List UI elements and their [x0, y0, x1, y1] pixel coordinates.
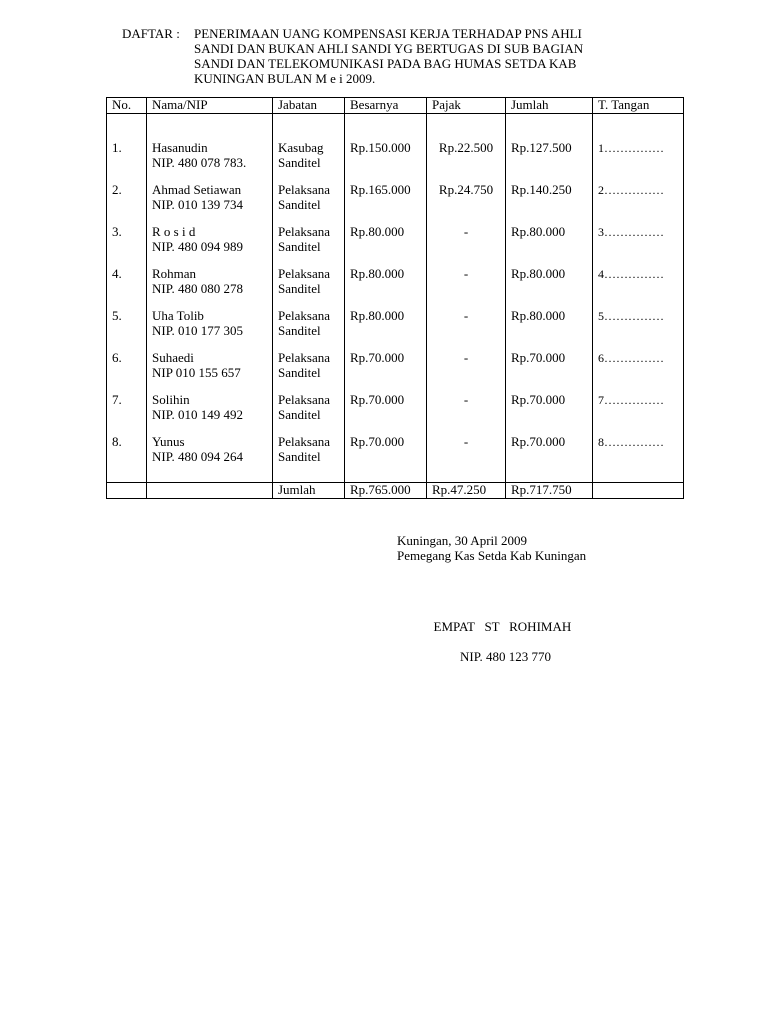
total-jumlah: Rp.717.750: [506, 483, 593, 499]
cell-jabatan: [273, 225, 345, 267]
cell-nama: [147, 183, 273, 225]
header-nama: Nama/NIP: [147, 98, 273, 114]
jabatan-line-1: Pelaksana: [278, 308, 330, 323]
cell-ttd: 7……………: [593, 393, 684, 435]
place-date: Kuningan, 30 April 2009: [397, 533, 527, 548]
cell-besarnya: Rp.80.000: [345, 267, 427, 309]
jabatan-line-2: Sanditel: [278, 364, 321, 380]
cell-ttd: 2……………: [593, 183, 684, 225]
jabatan-line-1: Pelaksana: [278, 392, 330, 407]
cell-no: 1.: [107, 141, 147, 183]
cell-nama: [147, 351, 273, 393]
person-name: Yunus: [152, 434, 185, 449]
jabatan-line-1: Pelaksana: [278, 350, 330, 365]
signature-block: [397, 533, 586, 563]
cell-jumlah: Rp.127.500: [506, 141, 593, 183]
cell-besarnya: Rp.70.000: [345, 351, 427, 393]
cell-jabatan: [273, 351, 345, 393]
cell-jumlah: Rp.80.000: [506, 309, 593, 351]
cell-nama: [147, 267, 273, 309]
cell-pajak: -: [427, 351, 506, 393]
header-jumlah: Jumlah: [506, 98, 593, 114]
jabatan-line-2: Sanditel: [278, 406, 321, 422]
total-label: Jumlah: [273, 483, 345, 499]
header-no: No.: [107, 98, 147, 114]
title-line-3: SANDI DAN TELEKOMUNIKASI PADA BAG HUMAS SETDA KAB: [194, 56, 577, 71]
total-empty-nama: [147, 483, 273, 499]
table-row: [107, 309, 684, 351]
cell-jabatan: [273, 309, 345, 351]
cell-no: 6.: [107, 351, 147, 393]
person-name: R o s i d: [152, 224, 196, 239]
title-lead: DAFTAR :: [122, 26, 180, 41]
jabatan-line-1: Pelaksana: [278, 434, 330, 449]
cell-nama: [147, 225, 273, 267]
person-nip: NIP. 480 094 989: [152, 238, 244, 254]
cell-pajak: -: [427, 309, 506, 351]
cell-besarnya: Rp.80.000: [345, 225, 427, 267]
header-pajak: Pajak: [427, 98, 506, 114]
title-line-4: KUNINGAN BULAN M e i 2009.: [194, 71, 376, 86]
cell-pajak: -: [427, 393, 506, 435]
header-besarnya: Besarnya: [345, 98, 427, 114]
cell-no: 7.: [107, 393, 147, 435]
table-row: [107, 351, 684, 393]
person-name: Suhaedi: [152, 350, 194, 365]
cell-pajak: -: [427, 267, 506, 309]
signer-block: [427, 604, 571, 679]
title-line-2: SANDI DAN BUKAN AHLI SANDI YG BERTUGAS DI SUB BAGIAN: [194, 41, 584, 56]
person-nip: NIP 010 155 657: [152, 364, 241, 380]
cell-no: 4.: [107, 267, 147, 309]
person-nip: NIP. 480 094 264: [152, 448, 244, 464]
person-nip: NIP. 010 139 734: [152, 196, 244, 212]
cell-no: 5.: [107, 309, 147, 351]
document-title: [122, 26, 682, 86]
cell-jabatan: [273, 141, 345, 183]
person-nip: NIP. 010 149 492: [152, 406, 244, 422]
person-name: Rohman: [152, 266, 197, 281]
cell-nama: [147, 435, 273, 477]
person-name: Ahmad Setiawan: [152, 182, 242, 197]
cell-jabatan: [273, 393, 345, 435]
table-header-row: [107, 98, 684, 114]
total-empty-no: [107, 483, 147, 499]
cell-jumlah: Rp.70.000: [506, 393, 593, 435]
cell-jumlah: Rp.70.000: [506, 435, 593, 477]
cell-nama: [147, 309, 273, 351]
jabatan-line-2: Sanditel: [278, 154, 321, 170]
table-row: [107, 141, 684, 183]
person-name: Uha Tolib: [152, 308, 204, 323]
cell-jabatan: [273, 267, 345, 309]
cell-besarnya: Rp.150.000: [345, 141, 427, 183]
table-row: [107, 435, 684, 477]
total-besarnya: Rp.765.000: [345, 483, 427, 499]
cell-besarnya: Rp.80.000: [345, 309, 427, 351]
header-jabatan: Jabatan: [273, 98, 345, 114]
table-row: [107, 183, 684, 225]
total-row: [107, 483, 684, 499]
cell-jumlah: Rp.80.000: [506, 267, 593, 309]
signer-role: Pemegang Kas Setda Kab Kuningan: [397, 548, 587, 563]
jabatan-line-2: Sanditel: [278, 280, 321, 296]
cell-besarnya: Rp.70.000: [345, 435, 427, 477]
jabatan-line-2: Sanditel: [278, 322, 321, 338]
cell-ttd: 1……………: [593, 141, 684, 183]
cell-jumlah: Rp.80.000: [506, 225, 593, 267]
cell-pajak: -: [427, 225, 506, 267]
cell-jumlah: Rp.70.000: [506, 351, 593, 393]
title-line-1: PENERIMAAN UANG KOMPENSASI KERJA TERHADAP PNS AHLI: [194, 26, 582, 41]
cell-besarnya: Rp.165.000: [345, 183, 427, 225]
cell-besarnya: Rp.70.000: [345, 393, 427, 435]
jabatan-line-2: Sanditel: [278, 238, 321, 254]
cell-no: 8.: [107, 435, 147, 477]
signer-nip: NIP. 480 123 770: [460, 649, 552, 664]
cell-jabatan: [273, 183, 345, 225]
cell-nama: [147, 393, 273, 435]
header-ttd: T. Tangan: [593, 98, 684, 114]
cell-pajak: Rp.24.750: [427, 183, 506, 225]
jabatan-line-1: Pelaksana: [278, 182, 330, 197]
cell-pajak: Rp.22.500: [427, 141, 506, 183]
cell-ttd: 6……………: [593, 351, 684, 393]
cell-pajak: -: [427, 435, 506, 477]
jabatan-line-2: Sanditel: [278, 196, 321, 212]
cell-ttd: 4……………: [593, 267, 684, 309]
person-name: Solihin: [152, 392, 190, 407]
spacer-row: [107, 114, 684, 142]
cell-jumlah: Rp.140.250: [506, 183, 593, 225]
signer-name: EMPAT ST ROHIMAH: [433, 619, 572, 634]
total-pajak: Rp.47.250: [427, 483, 506, 499]
jabatan-line-1: Kasubag: [278, 140, 324, 155]
jabatan-line-1: Pelaksana: [278, 224, 330, 239]
total-empty-ttd: [593, 483, 684, 499]
cell-ttd: 8……………: [593, 435, 684, 477]
cell-ttd: 5……………: [593, 309, 684, 351]
table-row: [107, 393, 684, 435]
person-nip: NIP. 010 177 305: [152, 322, 244, 338]
cell-no: 2.: [107, 183, 147, 225]
table-row: [107, 225, 684, 267]
jabatan-line-1: Pelaksana: [278, 266, 330, 281]
person-nip: NIP. 480 080 278: [152, 280, 244, 296]
jabatan-line-2: Sanditel: [278, 448, 321, 464]
cell-jabatan: [273, 435, 345, 477]
cell-nama: [147, 141, 273, 183]
cell-no: 3.: [107, 225, 147, 267]
person-name: Hasanudin: [152, 140, 208, 155]
cell-ttd: 3……………: [593, 225, 684, 267]
compensation-table: [106, 97, 684, 499]
person-nip: NIP. 480 078 783.: [152, 154, 247, 170]
table-row: [107, 267, 684, 309]
